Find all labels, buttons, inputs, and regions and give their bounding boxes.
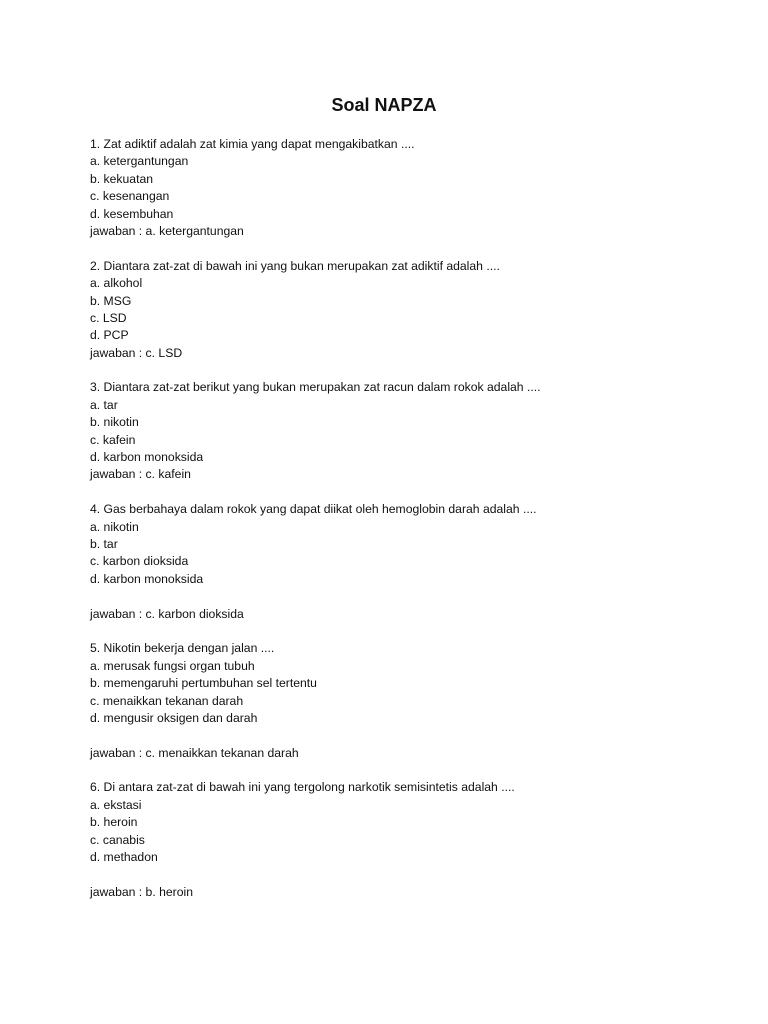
- answer-option: c. LSD: [90, 310, 127, 325]
- question-block: [90, 779, 730, 901]
- answer-option: b. memengaruhi pertumbuhan sel tertentu: [90, 676, 317, 691]
- answer-key: jawaban : c. karbon dioksida: [90, 606, 244, 621]
- question-block: [90, 136, 730, 240]
- answer-option: d. karbon monoksida: [90, 450, 204, 465]
- question-text: 3. Diantara zat-zat berikut yang bukan merupakan zat racun dalam rokok adalah ....: [90, 380, 541, 395]
- question-block: [90, 640, 730, 762]
- blank-line: [90, 588, 730, 605]
- answer-option: a. ketergantungan: [90, 154, 189, 169]
- question-text: 2. Diantara zat-zat di bawah ini yang bukan merupakan zat adiktif adalah ....: [90, 258, 500, 273]
- question-text: 4. Gas berbahaya dalam rokok yang dapat diikat oleh hemoglobin darah adalah ....: [90, 502, 537, 517]
- answer-option: a. nikotin: [90, 519, 139, 534]
- answer-option: a. alkohol: [90, 276, 143, 291]
- answer-option: b. heroin: [90, 815, 138, 830]
- answer-option: c. menaikkan tekanan darah: [90, 693, 244, 708]
- blank-line: [90, 727, 730, 744]
- answer-option: c. kafein: [90, 432, 136, 447]
- answer-option: a. ekstasi: [90, 797, 142, 812]
- answer-option: c. karbon dioksida: [90, 554, 189, 569]
- question-text: 5. Nikotin bekerja dengan jalan ....: [90, 641, 275, 656]
- question-block: [90, 501, 730, 623]
- answer-option: c. canabis: [90, 832, 145, 847]
- question-block: [90, 258, 730, 362]
- answer-option: a. tar: [90, 397, 118, 412]
- answer-option: b. nikotin: [90, 415, 139, 430]
- answer-option: c. kesenangan: [90, 189, 170, 204]
- question-list: [90, 136, 730, 919]
- answer-option: a. merusak fungsi organ tubuh: [90, 658, 255, 673]
- answer-option: d. kesembuhan: [90, 206, 174, 221]
- answer-key: jawaban : c. kafein: [90, 467, 191, 482]
- answer-option: d. karbon monoksida: [90, 571, 204, 586]
- question-text: 1. Zat adiktif adalah zat kimia yang dapat mengakibatkan ....: [90, 137, 415, 151]
- answer-key: jawaban : a. ketergantungan: [90, 223, 244, 238]
- page-title: Soal NAPZA: [331, 95, 437, 115]
- question-text: 6. Di antara zat-zat di bawah ini yang tergolong narkotik semisintetis adalah ....: [90, 780, 515, 795]
- answer-key: jawaban : c. LSD: [90, 345, 183, 360]
- question-block: [90, 379, 730, 483]
- blank-line: [90, 866, 730, 883]
- answer-key: jawaban : c. menaikkan tekanan darah: [90, 745, 299, 760]
- answer-option: b. MSG: [90, 293, 132, 308]
- answer-option: b. kekuatan: [90, 171, 154, 186]
- answer-option: d. methadon: [90, 850, 158, 865]
- answer-option: d. PCP: [90, 328, 129, 343]
- answer-option: d. mengusir oksigen dan darah: [90, 710, 258, 725]
- answer-option: b. tar: [90, 536, 118, 551]
- answer-key: jawaban : b. heroin: [90, 884, 193, 899]
